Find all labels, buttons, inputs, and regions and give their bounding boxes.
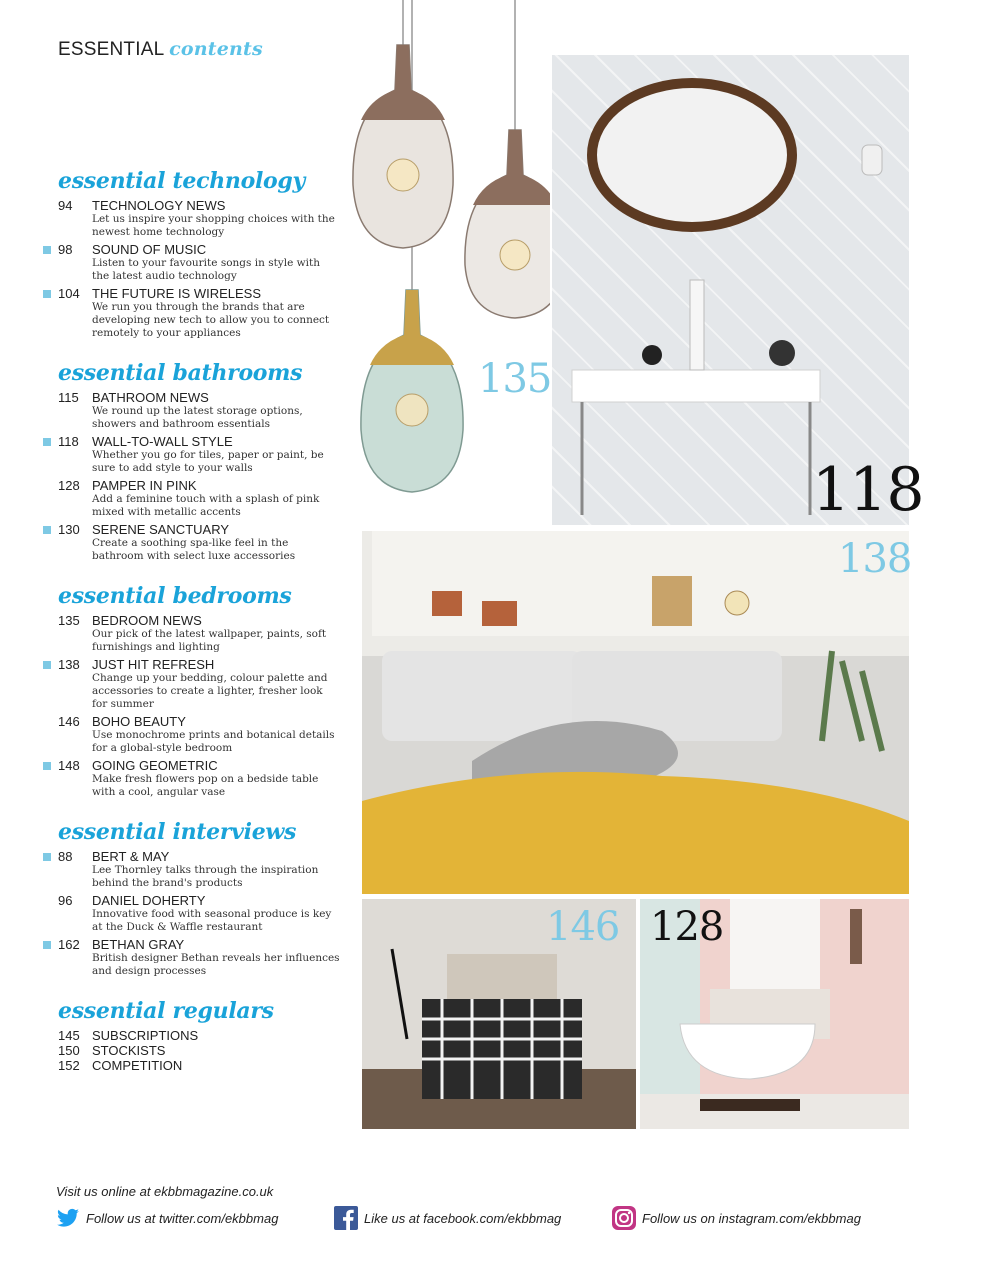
list-item[interactable]: [40, 1028, 340, 1043]
entry-description: Let us inspire your shopping choices with the newest home technology: [92, 213, 335, 238]
header-prefix: ESSENTIAL: [58, 39, 164, 60]
page-number: 130: [58, 522, 80, 537]
instagram-link[interactable]: [612, 1206, 861, 1230]
entry-description: Innovative food with seasonal produce is key at the Duck & Waffle restaurant: [92, 908, 332, 933]
bullet-square-icon: [43, 290, 51, 298]
header-accent: contents: [169, 38, 263, 60]
page-number: 148: [58, 758, 80, 773]
entry-title: BETHAN GRAY: [92, 937, 185, 952]
entry-title: GOING GEOMETRIC: [92, 758, 218, 773]
entry-title: COMPETITION: [92, 1058, 183, 1073]
bullet-square-icon: [43, 853, 51, 861]
facebook-icon: [334, 1206, 358, 1230]
facebook-link[interactable]: [334, 1206, 561, 1230]
section-regulars: [40, 998, 340, 1073]
page-number: 135: [58, 613, 80, 628]
bedroom-photo: [362, 531, 912, 894]
list-item[interactable]: [40, 390, 340, 431]
page-number: 88: [58, 849, 73, 864]
entry-description: Make fresh flowers pop on a bedside table with a cool, angular vase: [92, 773, 319, 798]
entry-description: British designer Bethan reveals her influences and design processes: [92, 952, 340, 977]
entry-title: THE FUTURE IS WIRELESS: [92, 286, 262, 301]
list-item[interactable]: [40, 1058, 340, 1073]
list-item[interactable]: [40, 478, 340, 519]
facebook-text: Like us at facebook.com/ekbbmag: [364, 1210, 562, 1226]
page-number: 128: [58, 478, 80, 493]
bullet-square-icon: [43, 661, 51, 669]
section-title: essential interviews: [58, 819, 297, 845]
photo-page-number-146: 146: [546, 904, 620, 950]
page-number: 118: [58, 434, 79, 449]
page-number: 145: [58, 1028, 80, 1043]
entry-description: Add a feminine touch with a splash of pink mixed with metallic accents: [92, 493, 320, 518]
entry-title: TECHNOLOGY NEWS: [92, 198, 226, 213]
list-item[interactable]: [40, 198, 340, 239]
page-number: 162: [58, 937, 80, 952]
pendant-lamps-photo: [345, 0, 550, 520]
entry-description: Listen to your favourite songs in style with the latest audio technology: [92, 257, 320, 282]
entry-title: DANIEL DOHERTY: [92, 893, 206, 908]
entry-title: BATHROOM NEWS: [92, 390, 209, 405]
entry-title: SERENE SANCTUARY: [92, 522, 230, 537]
list-item[interactable]: [40, 758, 340, 799]
entry-title: STOCKISTS: [92, 1043, 166, 1058]
instagram-icon: [612, 1206, 636, 1230]
page-number: 96: [58, 893, 73, 908]
entry-title: BOHO BEAUTY: [92, 714, 186, 729]
bullet-square-icon: [43, 941, 51, 949]
list-item[interactable]: [40, 286, 340, 340]
entry-description: Use monochrome prints and botanical details for a global-style bedroom: [92, 729, 335, 754]
photo-page-number-138: 138: [838, 536, 912, 582]
page-number: 138: [58, 657, 80, 672]
page-number: 94: [58, 198, 73, 213]
page-number: 98: [58, 242, 73, 257]
list-item[interactable]: [40, 937, 340, 978]
list-item[interactable]: [40, 613, 340, 654]
page-number: 104: [58, 286, 80, 301]
photo-page-number-135: 135: [478, 356, 552, 402]
photo-page-number-118: 118: [812, 455, 924, 525]
list-item[interactable]: [40, 242, 340, 283]
twitter-text: Follow us at twitter.com/ekbbmag: [86, 1210, 279, 1226]
entry-title: BEDROOM NEWS: [92, 613, 202, 628]
bullet-square-icon: [43, 438, 51, 446]
entry-title: SOUND OF MUSIC: [92, 242, 207, 257]
photo-page-number-128: 128: [650, 904, 724, 950]
section-technology: [40, 168, 340, 340]
list-item[interactable]: [40, 1043, 340, 1058]
list-item[interactable]: [40, 657, 340, 711]
list-item[interactable]: [40, 849, 340, 890]
bullet-square-icon: [43, 762, 51, 770]
page-header: [58, 38, 263, 61]
entry-title: WALL-TO-WALL STYLE: [92, 434, 233, 449]
section-title: essential bathrooms: [58, 360, 303, 386]
entry-description: We round up the latest storage options, showers and bathroom essentials: [92, 405, 303, 430]
instagram-text: Follow us on instagram.com/ekbbmag: [642, 1210, 861, 1226]
entry-description: Our pick of the latest wallpaper, paints, soft furnishings and lighting: [92, 628, 327, 653]
twitter-link[interactable]: [56, 1206, 278, 1230]
website-link[interactable]: Visit us online at ekbbmagazine.co.uk: [56, 1184, 274, 1199]
section-title: essential technology: [58, 168, 305, 194]
section-title: essential regulars: [58, 998, 274, 1024]
contents-column: [40, 168, 340, 1093]
page-number: 152: [58, 1058, 80, 1073]
entry-title: JUST HIT REFRESH: [92, 657, 215, 672]
section-bathrooms: [40, 360, 340, 563]
bullet-square-icon: [43, 246, 51, 254]
entry-description: Whether you go for tiles, paper or paint, be sure to add style to your walls: [92, 449, 324, 474]
page-number: 146: [58, 714, 80, 729]
page-number: 150: [58, 1043, 80, 1058]
list-item[interactable]: [40, 434, 340, 475]
entry-description: Create a soothing spa-like feel in the bathroom with select luxe accessories: [92, 537, 296, 562]
twitter-icon: [56, 1206, 80, 1230]
entry-title: SUBSCRIPTIONS: [92, 1028, 199, 1043]
section-bedrooms: [40, 583, 340, 799]
bedroom-illustration: [362, 531, 912, 894]
entry-title: PAMPER IN PINK: [92, 478, 197, 493]
entry-title: BERT & MAY: [92, 849, 170, 864]
page-number: 115: [58, 390, 79, 405]
bullet-square-icon: [43, 526, 51, 534]
entry-description: Change up your bedding, colour palette and accessories to create a lighter, fresher look for summer: [92, 672, 328, 710]
list-item[interactable]: [40, 522, 340, 563]
list-item[interactable]: [40, 714, 340, 755]
entry-description: Lee Thornley talks through the inspiration behind the brand's products: [92, 864, 319, 889]
entry-description: We run you through the brands that are developing new tech to allow you to connect remotely to your appliances: [92, 301, 330, 339]
section-title: essential bedrooms: [58, 583, 292, 609]
list-item[interactable]: [40, 893, 340, 934]
section-interviews: [40, 819, 340, 978]
